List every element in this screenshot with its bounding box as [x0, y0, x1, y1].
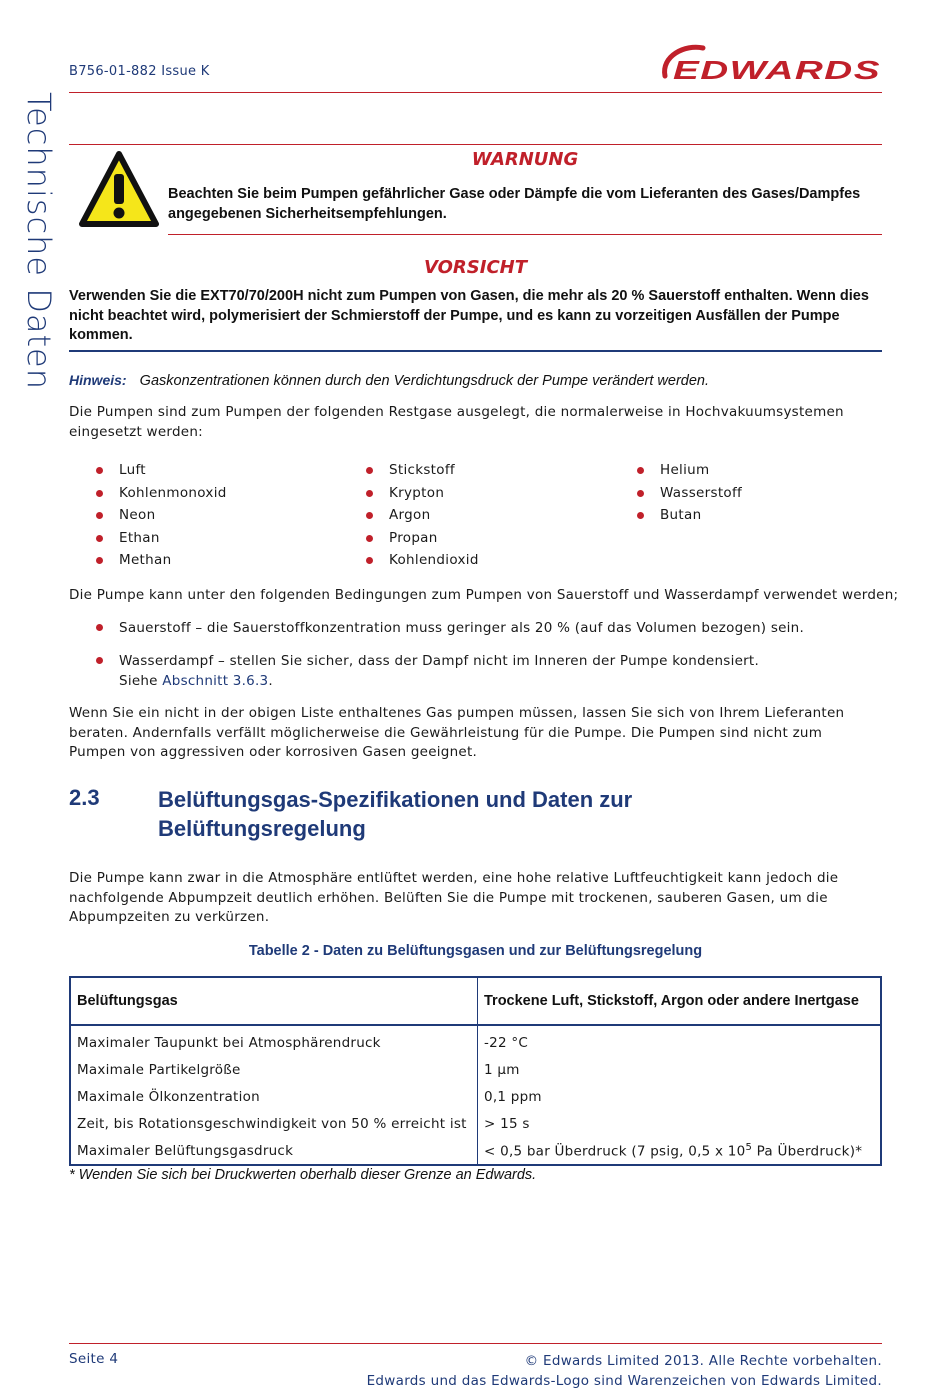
list-item: Stickstoff — [389, 462, 455, 478]
bullet-icon — [96, 657, 103, 664]
table-row — [70, 1137, 881, 1165]
table-header-cell: Belüftungsgas — [70, 977, 478, 1025]
list-item: Krypton — [389, 485, 445, 501]
table-header-cell: Trockene Luft, Stickstoff, Argon oder andere Inertgase — [478, 977, 882, 1025]
table-cell: Maximaler Belüftungsgasdruck — [70, 1137, 478, 1165]
bullet-icon — [637, 512, 644, 519]
table-cell: Maximaler Taupunkt bei Atmosphärendruck — [70, 1025, 478, 1056]
list-item: Wasserstoff — [660, 485, 743, 501]
vent-gas-table — [69, 976, 882, 1166]
table-cell: 0,1 ppm — [484, 1088, 542, 1105]
table-cell: Maximale Partikelgröße — [70, 1056, 478, 1083]
table-cell: -22 °C — [484, 1034, 529, 1051]
bullet-icon — [366, 490, 373, 497]
pressure-value: < 0,5 bar Überdruck (7 psig, 0,5 x 10 — [484, 1143, 746, 1160]
section-link[interactable]: Abschnitt 3.6.3 — [162, 672, 269, 689]
bullet-icon — [366, 557, 373, 564]
chapter-side-title: Technische Daten — [20, 92, 58, 391]
trademark-text: Edwards und das Edwards-Logo sind Warenzeichen von Edwards Limited. — [366, 1373, 882, 1389]
table-header-row — [70, 977, 881, 1025]
list-item: Butan — [660, 507, 702, 523]
bullet-icon — [96, 535, 103, 542]
footer-rule — [69, 1343, 882, 1344]
see-label: Siehe — [119, 672, 158, 689]
other-gas-paragraph: Wenn Sie ein nicht in der obigen Liste enthaltenes Gas pumpen müssen, lassen Sie sich von Ihrem Lieferanten beraten. Andernfalls verfällt möglicherweise die Gewährleistung für die Pumpe. Die Pumpen sind nicht zum Pumpen von aggressiven oder korrosiven Gasen geeignet. — [69, 705, 845, 760]
edwards-logo — [655, 42, 885, 86]
intro-paragraph: Die Pumpen sind zum Pumpen der folgenden Restgase ausgelegt, die normalerweise in Hochvakuumsystemen eingesetzt werden: — [69, 404, 844, 440]
bullet-icon — [96, 467, 103, 474]
table-cell: Zeit, bis Rotationsgeschwindigkeit von 50 % erreicht ist — [70, 1110, 478, 1137]
table-row — [70, 1083, 881, 1110]
section-title: Belüftungsgas-Spezifikationen und Daten zur Belüftungsregelung — [158, 787, 633, 841]
footer-legal — [367, 1351, 882, 1391]
warning-bottom-rule — [168, 234, 882, 235]
section-paragraph: Die Pumpe kann zwar in die Atmosphäre entlüftet werden, eine hohe relative Luftfeuchtigkeit kann jedoch die nachfolgende Abpumpzeit deutlich erhöhen. Belüften Sie die Pumpe mit trockenen, sauberen Gasen, um die Abpumpzeiten zu verkürzen. — [69, 870, 839, 925]
table-cell — [478, 1137, 882, 1165]
header-rule — [69, 92, 882, 93]
exponent: 5 — [745, 1141, 753, 1153]
caution-title: VORSICHT — [424, 257, 527, 278]
caution-text: Verwenden Sie die EXT70/70/200H nicht zum Pumpen von Gasen, die mehr als 20 % Sauerstoff enthalten. Wenn dies nicht beachtet wird, polymerisiert der Schmierstoff der Pumpe, und es kann zu vorzeitigen Ausfällen der Pumpe kommen. — [69, 288, 869, 343]
conditions-paragraph: Die Pumpe kann unter den folgenden Bedingungen zum Pumpen von Sauerstoff und Wasserdampf verwendet werden; — [69, 587, 899, 603]
note — [69, 370, 882, 389]
bullet-icon — [366, 535, 373, 542]
table-row — [70, 1056, 881, 1083]
warning-title: WARNUNG — [471, 149, 579, 170]
list-item: Kohlendioxid — [389, 552, 479, 568]
table-footnote: * Wenden Sie sich bei Druckwerten oberhalb dieser Grenze an Edwards. — [69, 1167, 537, 1183]
list-item: Kohlenmonoxid — [119, 485, 227, 501]
bullet-icon — [96, 557, 103, 564]
caution-bottom-rule — [69, 350, 882, 352]
list-item: Helium — [660, 462, 710, 478]
warning-top-rule — [69, 144, 882, 145]
list-item: Propan — [389, 530, 438, 546]
list-item: Neon — [119, 507, 156, 523]
bullet-icon — [96, 624, 103, 631]
list-item: Ethan — [119, 530, 160, 546]
bullet-icon — [96, 490, 103, 497]
list-item: Methan — [119, 552, 172, 568]
table-row — [70, 1110, 881, 1137]
table-row — [70, 1025, 881, 1056]
bullet-icon — [366, 467, 373, 474]
document-id: B756-01-882 Issue K — [69, 64, 210, 79]
table-cell: > 15 s — [484, 1115, 530, 1132]
condition-water — [119, 652, 882, 691]
condition-water-see — [119, 672, 882, 692]
page-number: Seite 4 — [69, 1351, 119, 1367]
warning-text: Beachten Sie beim Pumpen gefährlicher Gase oder Dämpfe die vom Lieferanten des Gases/Dampfes angegebenen Sicherheitsempfehlungen. — [168, 186, 861, 222]
warning-triangle-icon — [79, 150, 159, 228]
condition-oxygen: Sauerstoff – die Sauerstoffkonzentration muss geringer als 20 % (auf das Volumen bezogen) sein. — [119, 620, 805, 636]
copyright-text: © Edwards Limited 2013. Alle Rechte vorbehalten. — [524, 1353, 882, 1369]
note-text: Gaskonzentrationen können durch den Verdichtungsdruck der Pumpe verändert werden. — [139, 373, 710, 389]
svg-text:EDWARDS: EDWARDS — [673, 55, 881, 85]
table-caption: Tabelle 2 - Daten zu Belüftungsgasen und zur Belüftungsregelung — [248, 943, 703, 959]
period: . — [268, 672, 273, 689]
table-cell: Maximale Ölkonzentration — [70, 1083, 478, 1110]
list-item: Argon — [389, 507, 431, 523]
bullet-icon — [96, 512, 103, 519]
bullet-icon — [637, 490, 644, 497]
bullet-icon — [366, 512, 373, 519]
section-number: 2.3 — [69, 785, 100, 810]
note-label: Hinweis: — [69, 372, 127, 388]
bullet-icon — [637, 467, 644, 474]
table-cell: 1 µm — [484, 1061, 520, 1078]
pressure-unit: Pa Überdruck)* — [752, 1143, 863, 1160]
condition-water-text: Wasserdampf – stellen Sie sicher, dass der Dampf nicht im Inneren der Pumpe kondensiert. — [119, 653, 760, 669]
list-item: Luft — [119, 462, 146, 478]
